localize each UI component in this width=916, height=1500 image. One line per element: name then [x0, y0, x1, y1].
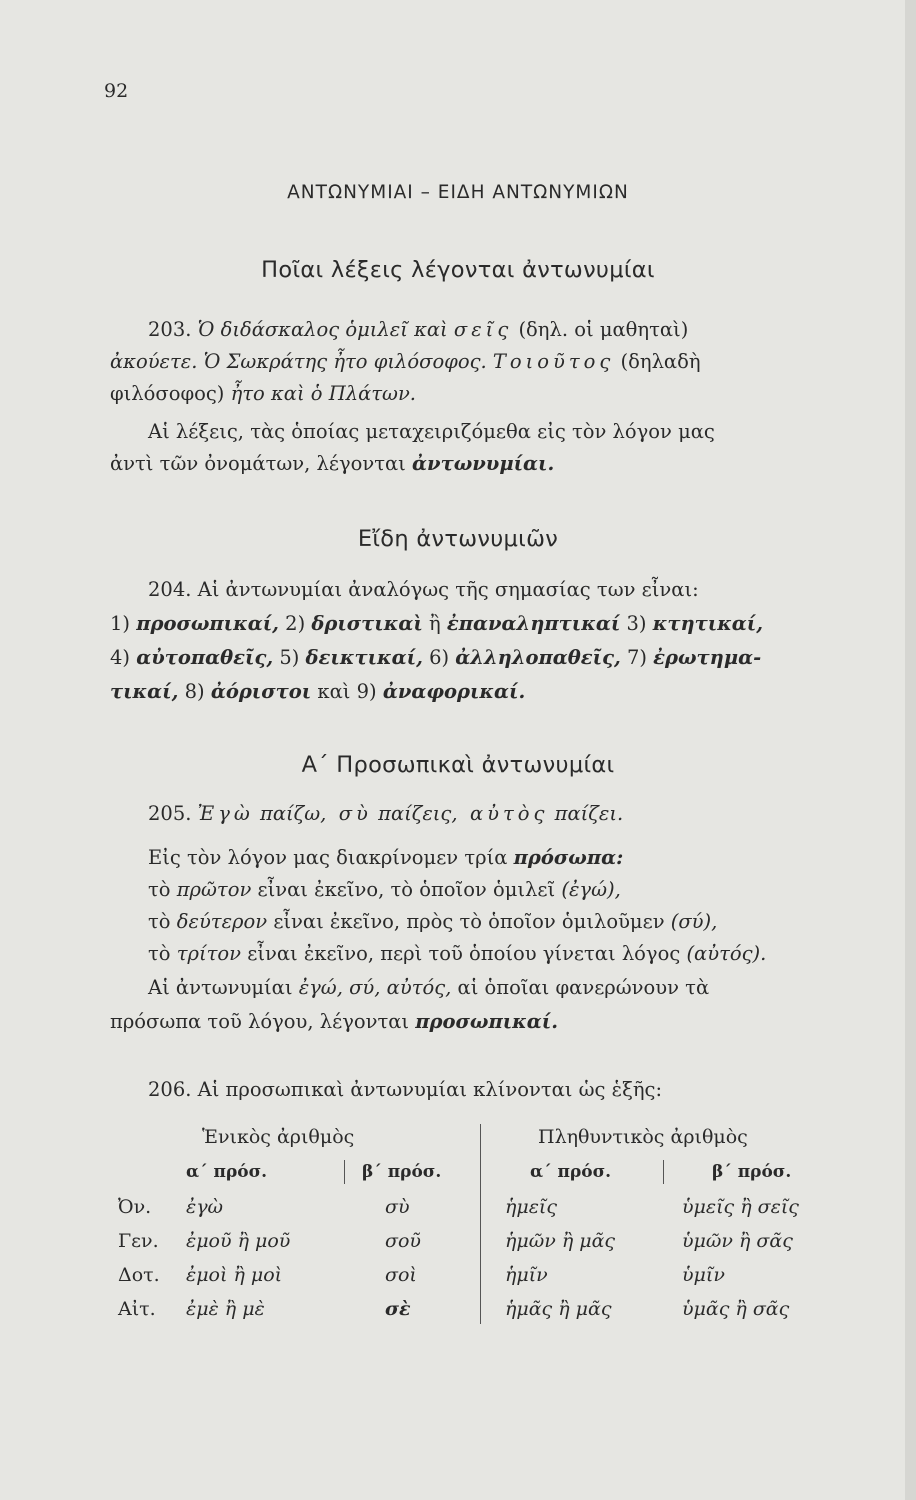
definition-line-1: Αἱ λέξεις, τὰς ὁποίας μεταχειριζόμεθα εἰς τὸν λόγον μας [148, 420, 715, 443]
table-cell: σοῦ [385, 1230, 421, 1252]
table-case: Γεν. [118, 1230, 159, 1252]
table-subheader: β΄ πρόσ. [362, 1162, 442, 1182]
table-cell: ἐγὼ [186, 1196, 224, 1218]
paragraph-205-line-5: τὸ τρίτον εἶναι ἐκεῖνο, περὶ τοῦ ὁποίου γίνεται λόγος (αὐτός). [148, 942, 767, 965]
table-cell: ἡμῖν [505, 1264, 548, 1286]
section-heading-what-are-pronouns: Ποῖαι λέξεις λέγονται ἀντωνυμίαι [261, 257, 655, 283]
table-cell: ἐμοῦ ἢ μοῦ [186, 1230, 291, 1252]
table-cell: ὑμεῖς ἢ σεῖς [682, 1196, 799, 1218]
table-subheader: α΄ πρόσ. [186, 1162, 268, 1182]
section-heading-kinds-of-pronouns: Εἴδη ἀντωνυμιῶν [357, 526, 559, 552]
table-header-singular: Ἑνικὸς ἀριθμὸς [202, 1126, 355, 1148]
paragraph-204-line-3: 4) αὐτοπαθεῖς, 5) δεικτικαί, 6) ἀλληλοπαθεῖς, 7) ἐρωτημα- [110, 646, 762, 669]
term-pronouns: ἀντωνυμίαι. [412, 452, 555, 475]
page-number: 92 [104, 80, 129, 102]
paragraph-205-line-4: τὸ δεύτερον εἶναι ἐκεῖνο, πρὸς τὸ ὁποῖον ὁμιλοῦμεν (σύ), [148, 910, 718, 933]
table-cell: ἐμοὶ ἢ μοὶ [186, 1264, 283, 1286]
table-case: Αἰτ. [118, 1298, 156, 1320]
paragraph-205-line-1: 205. Ἐγὼ παίζω, σὺ παίζεις, αὐτὸς παίζει. [148, 802, 624, 825]
table-subheader: β΄ πρόσ. [712, 1162, 792, 1182]
paragraph-204-line-2: 1) προσωπικαί, 2) δριστικαὶ ἢ ἐπαναληπτικαί 3) κτητικαί, [110, 612, 764, 635]
table-divider-plural [663, 1160, 664, 1184]
table-cell: ἡμεῖς [505, 1196, 558, 1218]
table-cell: σὺ [385, 1196, 410, 1218]
section-heading-personal-pronouns: Α΄ Προσωπικαὶ ἀντωνυμίαι [301, 752, 615, 778]
table-subheader: α΄ πρόσ. [530, 1162, 612, 1182]
table-cell: ὑμᾶς ἢ σᾶς [682, 1298, 790, 1320]
table-divider-singular [344, 1160, 345, 1184]
table-cell: ἡμῶν ἢ μᾶς [505, 1230, 616, 1252]
paragraph-205-line-3: τὸ πρῶτον εἶναι ἐκεῖνο, τὸ ὁποῖον ὁμιλεῖ (ἐγώ), [148, 878, 621, 901]
running-head: ΑΝΤΩΝΥΜΙΑΙ – ΕΙΔΗ ΑΝΤΩΝΥΜΙΩΝ [287, 182, 629, 203]
paragraph-205-line-7: πρόσωπα τοῦ λόγου, λέγονται προσωπικαί. [110, 1010, 559, 1033]
table-cell: ὑμῖν [682, 1264, 725, 1286]
paragraph-206: 206. Αἱ προσωπικαὶ ἀντωνυμίαι κλίνονται ὡς ἑξῆς: [148, 1078, 663, 1101]
paragraph-203-line-2: ἀκούετε. Ὁ Σωκράτης ἦτο φιλόσοφος. Τοιοῦτος (δηλαδὴ [110, 350, 701, 373]
table-cell: σὲ [385, 1298, 411, 1320]
definition-line-2: ἀντὶ τῶν ὀνομάτων, λέγονται ἀντωνυμίαι. [110, 452, 555, 475]
table-case: Ὀν. [118, 1196, 152, 1218]
paragraph-number: 203. [148, 318, 192, 341]
paragraph-204-line-1: 204. Αἱ ἀντωνυμίαι ἀναλόγως τῆς σημασίας των εἶναι: [148, 578, 699, 601]
paragraph-205-line-6: Αἱ ἀντωνυμίαι ἐγώ, σύ, αὐτός, αἱ ὁποῖαι φανερώνουν τὰ [148, 976, 710, 999]
table-cell: σοὶ [385, 1264, 417, 1286]
paragraph-203-line-1: 203. Ὁ διδάσκαλος ὁμιλεῖ καὶ σεῖς (δηλ. οἱ μαθηταὶ) [148, 318, 689, 341]
paragraph-205-line-2: Εἰς τὸν λόγον μας διακρίνομεν τρία πρόσωπα: [148, 846, 624, 869]
paragraph-203-line-3: φιλόσοφος) ἦτο καὶ ὁ Πλάτων. [110, 382, 416, 405]
table-cell: ἐμὲ ἢ μὲ [186, 1298, 265, 1320]
paragraph-204-line-4: τικαί, 8) ἀόριστοι καὶ 9) ἀναφορικαί. [110, 680, 526, 703]
declension-table-body [0, 1196, 916, 1336]
table-header-plural: Πληθυντικὸς ἀριθμὸς [538, 1126, 748, 1148]
table-cell: ὑμῶν ἢ σᾶς [682, 1230, 793, 1252]
table-cell: ἡμᾶς ἢ μᾶς [505, 1298, 612, 1320]
table-case: Δοτ. [118, 1264, 160, 1286]
